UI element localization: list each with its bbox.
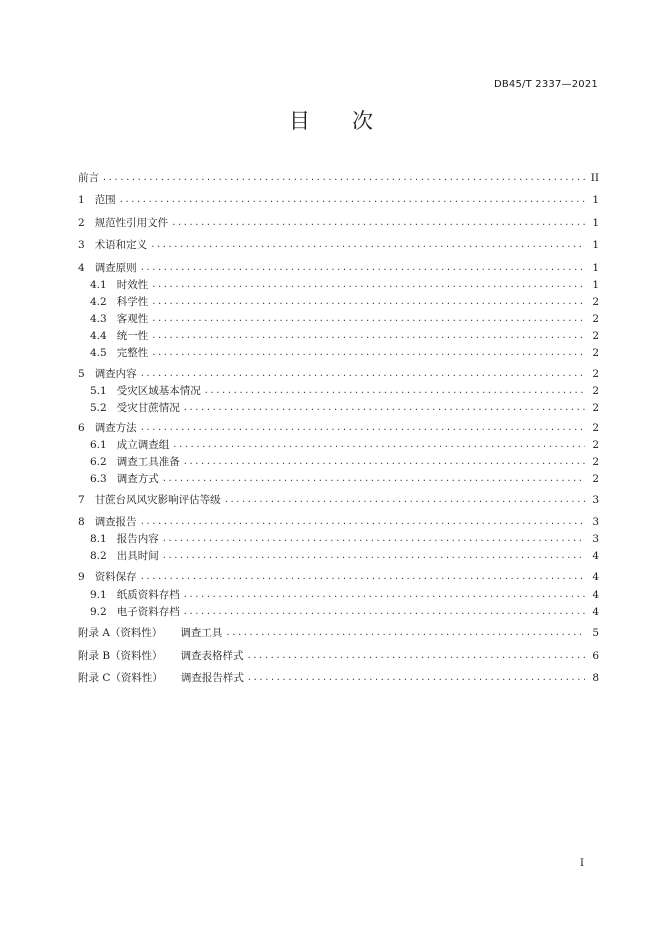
toc-entry-3[interactable]	[78, 237, 599, 253]
toc-entry-6-2[interactable]	[78, 454, 599, 470]
toc-entry-number: 7	[78, 494, 85, 506]
toc-leader	[172, 215, 585, 231]
toc-page-number: 2	[592, 473, 599, 485]
toc-annex-prefix: 附录 C（资料性）	[78, 672, 163, 684]
toc-page-number: 3	[592, 516, 599, 528]
toc-entry-1[interactable]	[78, 192, 599, 208]
toc-leader	[141, 514, 585, 530]
toc-page-number: 2	[592, 296, 599, 308]
title-char-1: 目	[289, 109, 310, 133]
toc-page-number: 2	[592, 313, 599, 325]
toc-entry-number: 9.1	[90, 589, 107, 601]
toc-entry-label: 电子资料存档	[116, 606, 180, 618]
toc-entry-9[interactable]	[78, 569, 599, 585]
toc-annex-prefix: 附录 A（资料性）	[78, 627, 163, 639]
toc-page-number: 6	[592, 650, 599, 662]
title-char-2: 次	[352, 109, 373, 133]
toc-entry-label: 调查原则	[94, 262, 137, 274]
toc-entry-label: 报告内容	[116, 533, 159, 545]
document-code: DB45/T 2337—2021	[493, 79, 598, 90]
toc-entry-label: 调查内容	[94, 368, 137, 380]
toc-page-number: 2	[592, 368, 599, 380]
toc-entry-number: 6.2	[90, 456, 107, 468]
toc-entry-number: 8.1	[90, 533, 107, 545]
toc-entry-number: 4.2	[90, 296, 107, 308]
toc-entry-label: 纸质资料存档	[116, 589, 180, 601]
toc-leader	[141, 366, 585, 382]
toc-page-number: II	[590, 172, 599, 184]
toc-entry-4[interactable]	[78, 260, 599, 276]
toc-entry-label: 统一性	[116, 330, 149, 342]
toc-leader	[152, 294, 585, 310]
toc-entry-label: 受灾区域基本情况	[116, 385, 201, 397]
toc-entry-5[interactable]	[78, 366, 599, 382]
toc-leader	[173, 437, 585, 453]
toc-leader	[226, 625, 585, 641]
toc-entry-number: 6.1	[90, 439, 107, 451]
toc-entry-number: 6	[78, 422, 85, 434]
toc-entry-number: 4.5	[90, 347, 107, 359]
toc-entry-number: 3	[78, 239, 85, 251]
toc-entry-7[interactable]	[78, 492, 599, 508]
toc-leader	[141, 569, 585, 585]
toc-entry-2[interactable]	[78, 215, 599, 231]
toc-entry-number: 5	[78, 368, 85, 380]
toc-entry-6-3[interactable]	[78, 471, 599, 487]
toc-annex-prefix: 附录 B（资料性）	[78, 650, 163, 662]
toc-entry-label: 出具时间	[116, 550, 159, 562]
toc-leader	[184, 454, 585, 470]
toc-entry-number: 4.3	[90, 313, 107, 325]
toc-entry-label: 完整性	[116, 347, 149, 359]
toc-leader	[205, 383, 585, 399]
toc-entry-number: 9	[78, 571, 85, 583]
toc-leader	[184, 604, 585, 620]
toc-page-number: 1	[592, 279, 599, 291]
toc-page-number: 2	[592, 385, 599, 397]
toc-entry-label: 规范性引用文件	[94, 217, 169, 229]
toc-entry-label: 范围	[94, 194, 116, 206]
toc-entry-5-1[interactable]	[78, 383, 599, 399]
toc-entry-label: 资料保存	[94, 571, 137, 583]
toc-leader	[163, 471, 585, 487]
toc-entry-label: 调查方法	[94, 422, 137, 434]
toc-leader	[163, 548, 585, 564]
toc-page-number: 4	[592, 606, 599, 618]
toc-entry-4-3[interactable]	[78, 311, 599, 327]
toc-leader	[248, 648, 585, 664]
toc-entry-number: 6.3	[90, 473, 107, 485]
toc-entry-annex-b[interactable]	[78, 648, 599, 664]
toc-entry-label: 科学性	[116, 296, 149, 308]
toc-leader	[225, 492, 585, 508]
toc-leader	[152, 345, 585, 361]
toc-page-number: 4	[592, 571, 599, 583]
toc-entry-label: 甘蔗台风风灾影响评估等级	[94, 494, 221, 506]
toc-page-number: 2	[592, 330, 599, 342]
toc-page-number: 2	[592, 402, 599, 414]
toc-entry-number: 2	[78, 217, 85, 229]
toc-page-number: 3	[592, 533, 599, 545]
toc-entry-9-2[interactable]	[78, 604, 599, 620]
toc-leader	[141, 420, 585, 436]
toc-leader	[152, 277, 585, 293]
toc-entry-label: 时效性	[116, 279, 149, 291]
toc-page-number: 8	[592, 672, 599, 684]
toc-entry-8-1[interactable]	[78, 531, 599, 547]
toc-leader	[248, 670, 585, 686]
toc-entry-number: 8	[78, 516, 85, 528]
toc-entry-9-1[interactable]	[78, 587, 599, 603]
toc-entry-4-1[interactable]	[78, 277, 599, 293]
toc-leader	[141, 260, 585, 276]
toc-entry-4-2[interactable]	[78, 294, 599, 310]
toc-entry-label: 调查报告	[94, 516, 137, 528]
toc-entry-number: 4.1	[90, 279, 107, 291]
toc-page-number: 1	[592, 217, 599, 229]
toc-page-number: 2	[592, 456, 599, 468]
toc-entry-number: 4	[78, 262, 85, 274]
toc-page-number: 5	[592, 627, 599, 639]
toc-entry-label: 客观性	[116, 313, 149, 325]
toc-entry-number: 1	[78, 194, 85, 206]
toc-page-number: 2	[592, 347, 599, 359]
toc-page-number: 4	[592, 550, 599, 562]
toc-entry-label: 成立调查组	[116, 439, 170, 451]
toc-entry-label: 调查工具准备	[116, 456, 180, 468]
toc-page-number: 2	[592, 439, 599, 451]
toc-entry-annex-c[interactable]	[78, 670, 599, 686]
toc-entry-number: 9.2	[90, 606, 107, 618]
toc-entry-label: 术语和定义	[94, 239, 148, 251]
toc-entry-8-2[interactable]	[78, 548, 599, 564]
toc-page-number: 3	[592, 494, 599, 506]
toc-leader	[184, 400, 585, 416]
toc-page-number: 1	[592, 194, 599, 206]
toc-page-number: 1	[592, 239, 599, 251]
page-title	[0, 108, 662, 134]
toc-leader	[184, 587, 585, 603]
toc-entry-8[interactable]	[78, 514, 599, 530]
toc-entry-number: 4.4	[90, 330, 107, 342]
toc-leader	[151, 237, 585, 253]
toc-entry-5-2[interactable]	[78, 400, 599, 416]
toc-entry-4-4[interactable]	[78, 328, 599, 344]
page-number: I	[580, 858, 584, 869]
toc-page-number: 4	[592, 589, 599, 601]
toc-leader	[120, 192, 585, 208]
toc-leader	[152, 328, 585, 344]
toc-entry-number: 8.2	[90, 550, 107, 562]
toc-entry-4-5[interactable]	[78, 345, 599, 361]
toc-page-number: 1	[592, 262, 599, 274]
toc-entry-6[interactable]	[78, 420, 599, 436]
toc-entry-label: 调查方式	[116, 473, 159, 485]
toc-entry-label: 调查表格样式	[180, 650, 244, 662]
toc-entry-annex-a[interactable]	[78, 625, 599, 641]
toc-entry-label: 受灾甘蔗情况	[116, 402, 180, 414]
toc-leader	[152, 311, 585, 327]
toc-entry-6-1[interactable]	[78, 437, 599, 453]
toc-entry-number: 5.2	[90, 402, 107, 414]
toc-page-number: 2	[592, 422, 599, 434]
toc-leader	[103, 170, 585, 186]
toc-entry-label: 前言	[78, 172, 99, 184]
toc-entry-foreword[interactable]	[78, 170, 599, 186]
toc-entry-number: 5.1	[90, 385, 107, 397]
toc-entry-label: 调查工具	[180, 627, 223, 639]
toc-leader	[163, 531, 585, 547]
toc-entry-label: 调查报告样式	[180, 672, 244, 684]
